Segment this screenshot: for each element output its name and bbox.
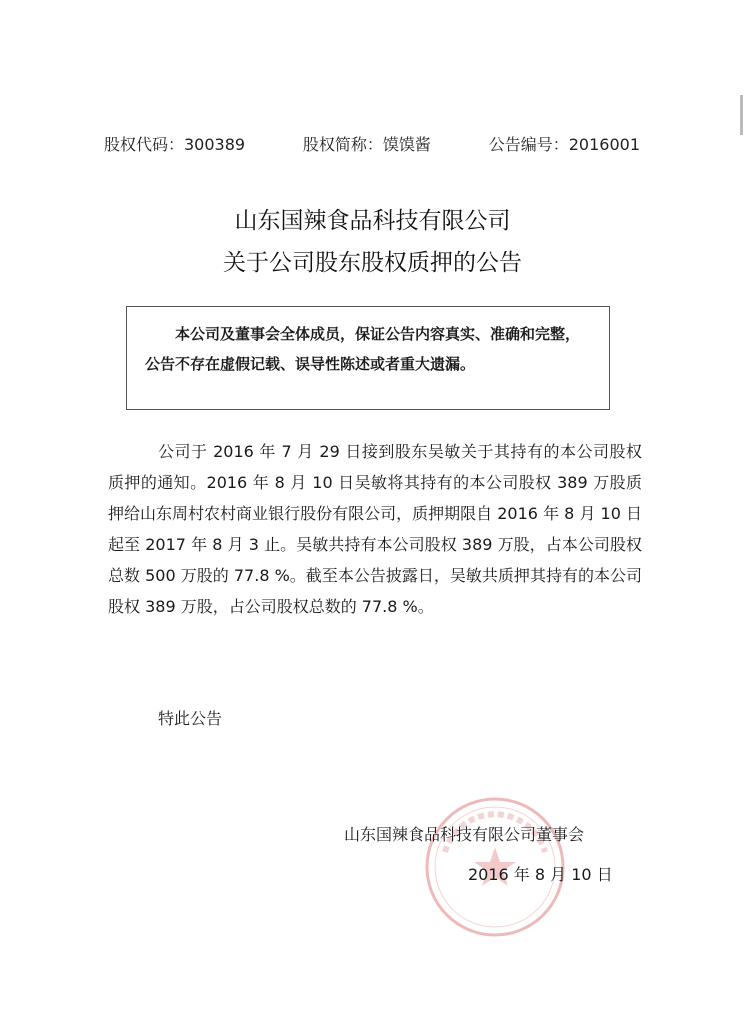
announcement-number: 公告编号：2016001	[488, 135, 640, 154]
document-title-subject: 关于公司股东股权质押的公告	[223, 250, 522, 276]
stock-abbreviation: 股权简称：馍馍酱	[302, 135, 431, 154]
document-title-company: 山东国辣食品科技有限公司	[234, 208, 511, 234]
closing-phrase: 特此公告	[158, 709, 223, 728]
signature-date: 2016 年 8 月 10 日	[468, 865, 613, 884]
stock-code: 股权代码：300389	[104, 135, 246, 154]
document-header	[104, 132, 640, 155]
disclaimer-box: 本公司及董事会全体成员，保证公告内容真实、准确和完整，公告不存在虚假记载、误导性陈述或者重大遗漏。	[126, 306, 610, 410]
signer-name: 山东国辣食品科技有限公司董事会	[344, 825, 585, 844]
scan-edge-mark	[740, 95, 743, 135]
announcement-body: 公司于 2016 年 7 月 29 日接到股东吴敏关于其持有的本公司股权质押的通知。2016 年 8 月 10 日吴敏将其持有的本公司股权 389 万股质押给山东周村农村商业银行股份有限公司，质押期限自 2016 年 8 月 10 日起至 2017 年 8 月 3 止。吴敏共持有本公司股权 389 万股，占本公司股权总数 500 万股的 77.8 %。截至本公告披露日，吴敏共质押其持有的本公司股权 389 万股，占公司股权总数的 77.8 %。	[108, 442, 642, 616]
